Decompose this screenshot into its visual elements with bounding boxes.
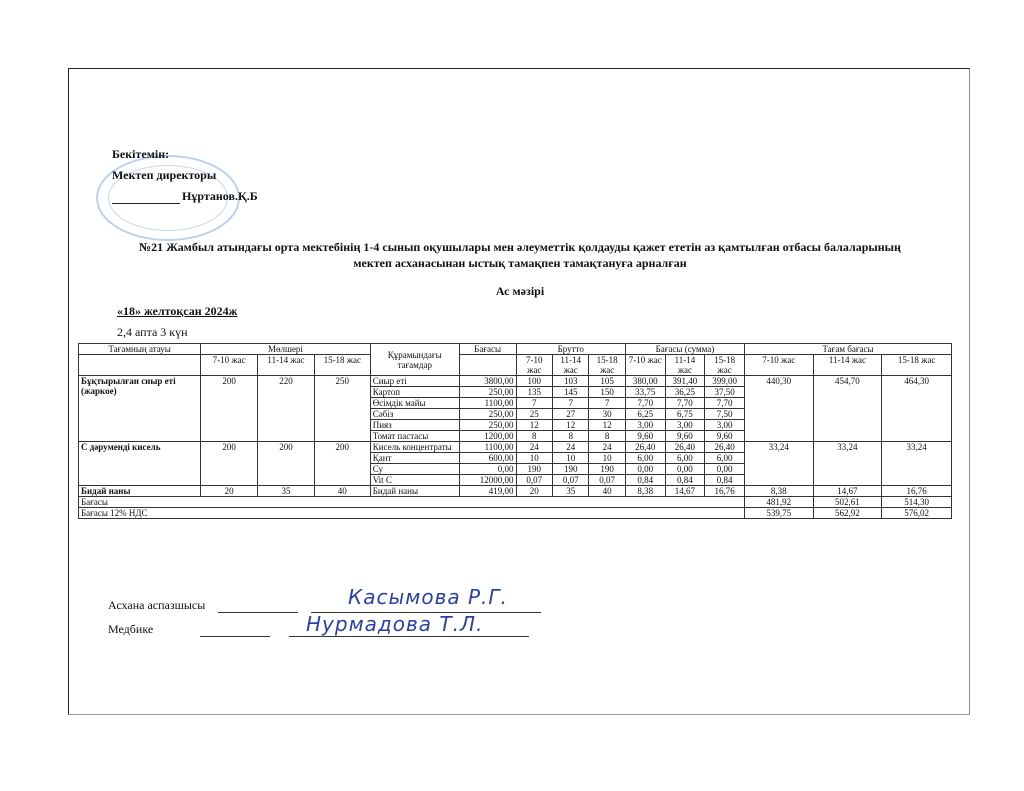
signature-underline xyxy=(218,598,298,613)
component-gross: 7 xyxy=(589,398,625,409)
component-sum: 33,75 xyxy=(625,387,665,398)
header-gross-11-14: 11-14 жас xyxy=(552,355,588,376)
component-gross: 20 xyxy=(516,486,552,497)
component-name: Өсімдік майы xyxy=(370,398,459,409)
component-name: Бидай наны xyxy=(370,486,459,497)
component-sum: 14,67 xyxy=(665,486,705,497)
component-name: Сиыр еті xyxy=(370,376,459,387)
dish-amount: 200 xyxy=(201,442,258,486)
component-sum: 0,00 xyxy=(705,464,745,475)
component-sum: 399,00 xyxy=(705,376,745,387)
dish-total: 33,24 xyxy=(744,442,813,486)
component-name: Томат пастасы xyxy=(370,431,459,442)
header-total-15-18: 15-18 жас xyxy=(882,355,952,376)
component-gross: 24 xyxy=(589,442,625,453)
component-sum: 8,38 xyxy=(625,486,665,497)
approval-label: Бекітемін: xyxy=(112,147,170,161)
component-sum: 9,60 xyxy=(625,431,665,442)
component-sum: 9,60 xyxy=(705,431,745,442)
approval-position: Мектеп директоры xyxy=(112,168,217,182)
signature-underline xyxy=(200,622,270,637)
component-sum: 26,40 xyxy=(665,442,705,453)
component-sum: 26,40 xyxy=(705,442,745,453)
dish-total: 440,30 xyxy=(744,376,813,442)
dish-name: Бұқтырылған сиыр еті (жаркое) xyxy=(79,376,201,442)
director-name: Нұртанов.Қ.Б xyxy=(182,189,258,203)
component-gross: 40 xyxy=(589,486,625,497)
component-name: Vit C xyxy=(370,475,459,486)
dish-total: 8,38 xyxy=(744,486,813,497)
dish-amount: 250 xyxy=(314,376,370,442)
document-heading-line2: мектеп асханасынан ыстық тамақпен тамақтануға арналған xyxy=(353,256,687,270)
component-price: 419,00 xyxy=(459,486,516,497)
component-price: 1100,00 xyxy=(459,398,516,409)
component-name: Сәбіз xyxy=(370,409,459,420)
header-gross-15-18: 15-18 жас xyxy=(589,355,625,376)
component-sum: 37,50 xyxy=(705,387,745,398)
component-gross: 7 xyxy=(516,398,552,409)
component-gross: 24 xyxy=(552,442,588,453)
summary-row xyxy=(79,497,952,508)
document-title: Ас мәзірі xyxy=(495,284,545,298)
component-name: Пияз xyxy=(370,420,459,431)
header-age-11-14: 11-14 жас xyxy=(258,355,315,376)
component-sum: 16,76 xyxy=(705,486,745,497)
table-row xyxy=(79,486,952,497)
dish-name: С дәруменді кисель xyxy=(79,442,201,486)
document-heading-line1: №21 Жамбыл атындағы орта мектебінің 1-4 сынып оқушылары мен әлеуметтік қолдауды қажет ететін аз қамтылған отбасы балаларының xyxy=(139,240,901,254)
component-gross: 12 xyxy=(552,420,588,431)
component-sum: 6,25 xyxy=(625,409,665,420)
component-sum: 7,50 xyxy=(705,409,745,420)
summary-value: 539,75 xyxy=(744,508,813,519)
component-sum: 3,00 xyxy=(705,420,745,431)
component-gross: 190 xyxy=(589,464,625,475)
component-gross: 10 xyxy=(516,453,552,464)
component-sum: 0,84 xyxy=(665,475,705,486)
dish-total: 33,24 xyxy=(813,442,882,486)
component-gross: 8 xyxy=(552,431,588,442)
component-gross: 8 xyxy=(589,431,625,442)
header-components: Құрамындағы тағамдар xyxy=(370,344,459,376)
component-gross: 103 xyxy=(552,376,588,387)
component-gross: 8 xyxy=(516,431,552,442)
dish-amount: 40 xyxy=(314,486,370,497)
week-day: 2,4 апта 3 күн xyxy=(117,325,188,339)
component-sum: 9,60 xyxy=(665,431,705,442)
component-price: 250,00 xyxy=(459,420,516,431)
component-sum: 3,00 xyxy=(665,420,705,431)
header-age-15-18: 15-18 жас xyxy=(314,355,370,376)
header-price: Бағасы xyxy=(459,344,516,355)
component-gross: 150 xyxy=(589,387,625,398)
summary-value: 481,92 xyxy=(744,497,813,508)
component-gross: 25 xyxy=(516,409,552,420)
component-gross: 105 xyxy=(589,376,625,387)
dish-amount: 20 xyxy=(201,486,258,497)
component-name: Қант xyxy=(370,453,459,464)
component-sum: 380,00 xyxy=(625,376,665,387)
nurse-label: Медбике xyxy=(108,622,154,636)
component-gross: 145 xyxy=(552,387,588,398)
summary-label: Бағасы xyxy=(79,497,745,508)
summary-value: 576,02 xyxy=(882,508,952,519)
dish-total: 454,70 xyxy=(813,376,882,442)
cook-label: Асхана аспазшысы xyxy=(108,598,206,612)
header-total-11-14: 11-14 жас xyxy=(813,355,882,376)
header-dish: Тағамның атауы xyxy=(79,344,201,355)
component-gross: 10 xyxy=(589,453,625,464)
header-sum: Бағасы (сумма) xyxy=(625,344,744,355)
header-sum-11-14: 11-14 жас xyxy=(665,355,705,376)
component-sum: 3,00 xyxy=(625,420,665,431)
component-gross: 190 xyxy=(516,464,552,475)
header-total-7-10: 7-10 жас xyxy=(744,355,813,376)
table-row xyxy=(79,442,952,453)
header-dish-price: Тағам бағасы xyxy=(744,344,951,355)
component-sum: 0,00 xyxy=(665,464,705,475)
component-gross: 0,07 xyxy=(589,475,625,486)
table-row xyxy=(79,376,952,387)
component-gross: 7 xyxy=(552,398,588,409)
dish-amount: 35 xyxy=(258,486,315,497)
menu-date: «18» желтоқсан 2024ж xyxy=(117,304,238,318)
component-sum: 391,40 xyxy=(665,376,705,387)
header-gross-7-10: 7-10 жас xyxy=(516,355,552,376)
component-sum: 7,70 xyxy=(705,398,745,409)
component-gross: 30 xyxy=(589,409,625,420)
dish-total: 464,30 xyxy=(882,376,952,442)
component-sum: 0,00 xyxy=(625,464,665,475)
summary-row xyxy=(79,508,952,519)
component-sum: 0,84 xyxy=(625,475,665,486)
component-sum: 6,00 xyxy=(665,453,705,464)
component-gross: 12 xyxy=(589,420,625,431)
component-sum: 6,75 xyxy=(665,409,705,420)
component-sum: 7,70 xyxy=(665,398,705,409)
component-gross: 27 xyxy=(552,409,588,420)
cook-handwritten-name: Касымова Р.Г. xyxy=(348,585,508,609)
component-gross: 35 xyxy=(552,486,588,497)
signature-underline xyxy=(112,203,180,204)
header-gross: Брутто xyxy=(516,344,625,355)
component-gross: 100 xyxy=(516,376,552,387)
nurse-handwritten-name: Нурмадова Т.Л. xyxy=(306,612,484,636)
dish-total: 14,67 xyxy=(813,486,882,497)
header-empty xyxy=(459,355,516,376)
component-price: 12000,00 xyxy=(459,475,516,486)
component-sum: 36,25 xyxy=(665,387,705,398)
component-price: 1100,00 xyxy=(459,442,516,453)
component-sum: 26,40 xyxy=(625,442,665,453)
dish-amount: 220 xyxy=(258,376,315,442)
component-sum: 0,84 xyxy=(705,475,745,486)
component-gross: 0,07 xyxy=(552,475,588,486)
dish-name: Бидай наны xyxy=(79,486,201,497)
dish-amount: 200 xyxy=(258,442,315,486)
component-price: 0,00 xyxy=(459,464,516,475)
component-price: 1200,00 xyxy=(459,431,516,442)
component-sum: 7,70 xyxy=(625,398,665,409)
component-price: 250,00 xyxy=(459,409,516,420)
dish-total: 16,76 xyxy=(882,486,952,497)
header-amount: Мөлшері xyxy=(201,344,370,355)
component-gross: 190 xyxy=(552,464,588,475)
component-name: Кисель концентраты xyxy=(370,442,459,453)
menu-table xyxy=(78,343,952,519)
approval-signature-line xyxy=(112,189,258,204)
component-gross: 10 xyxy=(552,453,588,464)
header-sum-7-10: 7-10 жас xyxy=(625,355,665,376)
component-gross: 12 xyxy=(516,420,552,431)
dish-total: 33,24 xyxy=(882,442,952,486)
component-sum: 6,00 xyxy=(625,453,665,464)
dish-amount: 200 xyxy=(314,442,370,486)
summary-value: 562,92 xyxy=(813,508,882,519)
summary-label: Бағасы 12% НДС xyxy=(79,508,745,519)
component-sum: 6,00 xyxy=(705,453,745,464)
header-sum-15-18: 15-18 жас xyxy=(705,355,745,376)
component-name: Картоп xyxy=(370,387,459,398)
dish-amount: 200 xyxy=(201,376,258,442)
component-gross: 24 xyxy=(516,442,552,453)
component-price: 3800,00 xyxy=(459,376,516,387)
component-gross: 135 xyxy=(516,387,552,398)
component-price: 250,00 xyxy=(459,387,516,398)
component-name: Су xyxy=(370,464,459,475)
header-age-7-10: 7-10 жас xyxy=(201,355,258,376)
header-empty xyxy=(79,355,201,376)
component-price: 600,00 xyxy=(459,453,516,464)
summary-value: 502,61 xyxy=(813,497,882,508)
component-gross: 0,07 xyxy=(516,475,552,486)
summary-value: 514,30 xyxy=(882,497,952,508)
